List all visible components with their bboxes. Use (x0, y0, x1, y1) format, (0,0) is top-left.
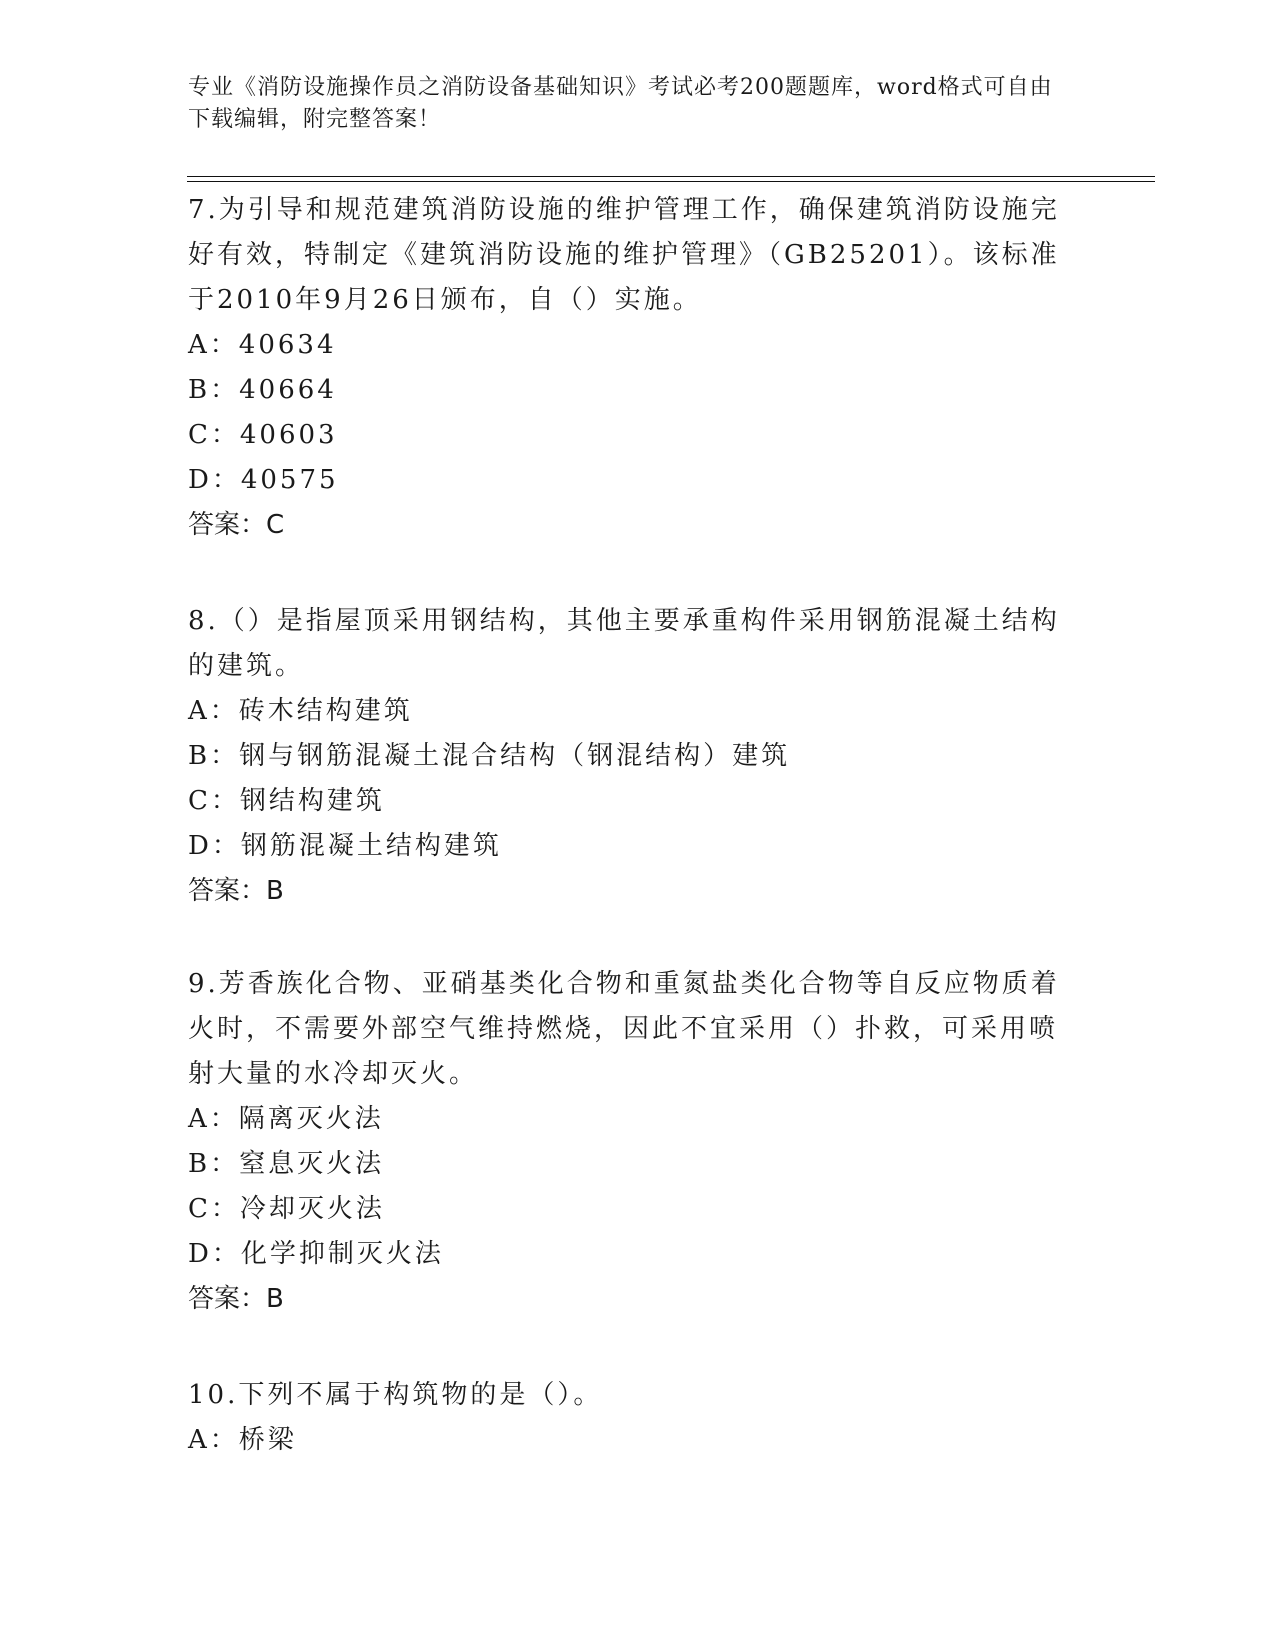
option-d: D：化学抑制灭火法 (188, 1239, 444, 1269)
option-c: C：冷却灭火法 (188, 1194, 385, 1224)
option-d: D：40575 (188, 465, 339, 495)
question-7 (188, 188, 1068, 548)
question-stem: 7.为引导和规范建筑消防设施的维护管理工作，确保建筑消防设施完好有效，特制定《建筑消防设施的维护管理》（GB25201）。该标准于2010年9月26日颁布，自（）实施。 (188, 195, 1060, 315)
option-b: B：钢与钢筋混凝土混合结构（钢混结构）建筑 (188, 741, 791, 771)
answer-line: 答案：C (188, 510, 285, 540)
option-b: B：40664 (188, 375, 337, 405)
option-d: D：钢筋混凝土结构建筑 (188, 831, 502, 861)
answer-line: 答案：B (188, 876, 284, 906)
question-10 (188, 1373, 1068, 1463)
header-divider-bottom (187, 181, 1155, 182)
header-divider-top (187, 176, 1155, 177)
option-a: A：桥梁 (188, 1425, 297, 1455)
option-a: A：砖木结构建筑 (188, 696, 413, 726)
question-9 (188, 962, 1068, 1322)
answer-line: 答案：B (188, 1284, 284, 1314)
question-stem: 8.（）是指屋顶采用钢结构，其他主要承重构件采用钢筋混凝土结构的建筑。 (188, 606, 1060, 681)
question-stem: 9.芳香族化合物、亚硝基类化合物和重氮盐类化合物等自反应物质着火时，不需要外部空气维持燃烧，因此不宜采用（）扑救，可采用喷射大量的水冷却灭火。 (188, 969, 1060, 1089)
option-a: A：40634 (188, 330, 337, 360)
document-header: 专业《消防设施操作员之消防设备基础知识》考试必考200题题库，word格式可自由下载编辑，附完整答案！ (188, 75, 1053, 132)
option-c: C：钢结构建筑 (188, 786, 385, 816)
option-a: A：隔离灭火法 (188, 1104, 384, 1134)
option-c: C：40603 (188, 420, 338, 450)
question-stem: 10.下列不属于构筑物的是（）。 (188, 1380, 603, 1410)
option-b: B：窒息灭火法 (188, 1149, 385, 1179)
question-8 (188, 599, 1068, 914)
